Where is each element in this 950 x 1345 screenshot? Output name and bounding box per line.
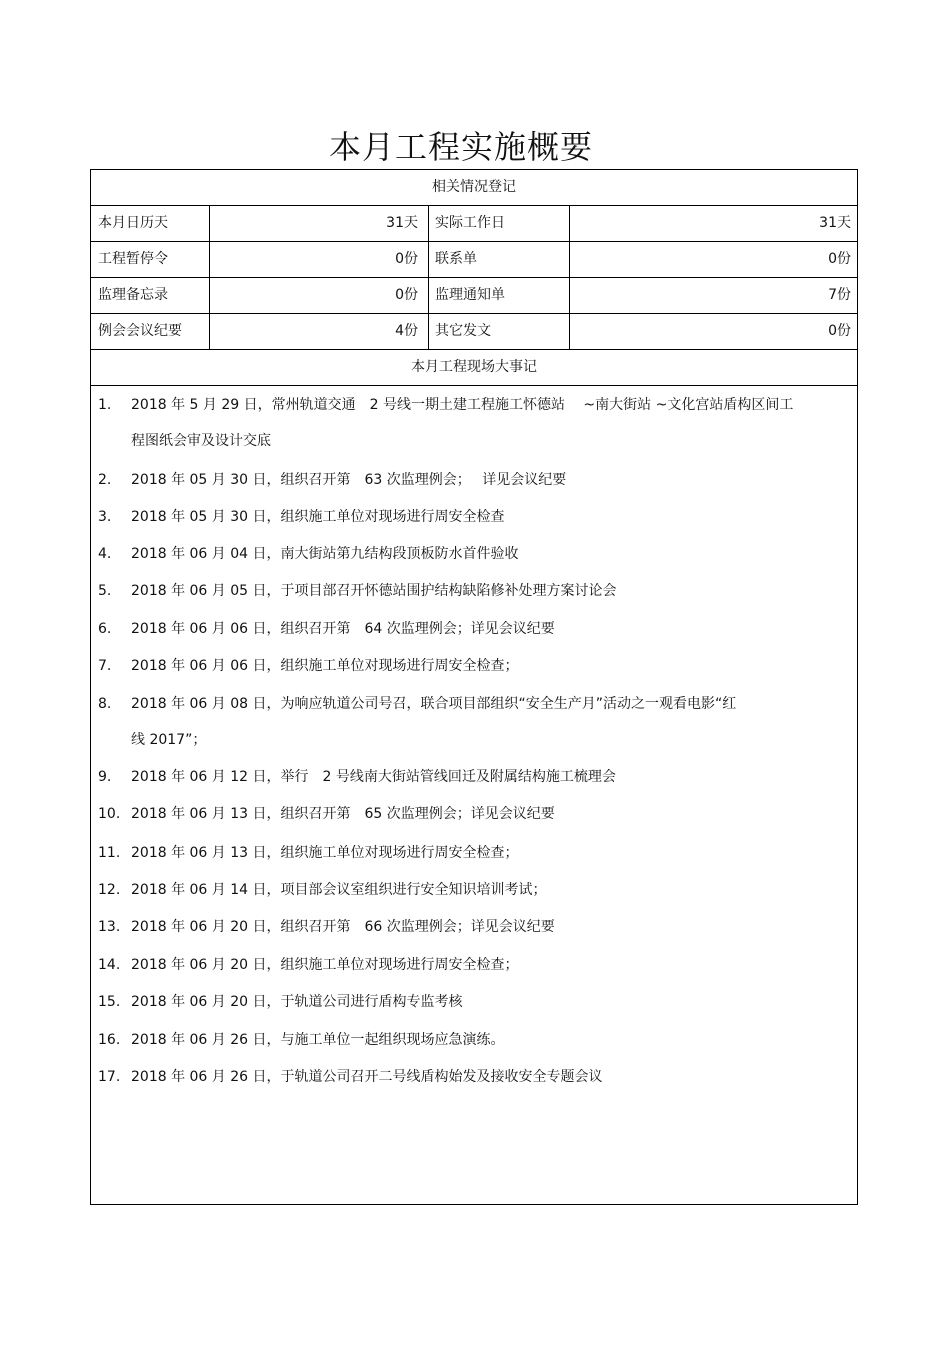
event-text-continued: 程图纸会审及设计交底 <box>131 433 271 449</box>
event-text: 2018 年 06 月 14 日，项目部会议室组织进行安全知识培训考试； <box>131 882 547 898</box>
events-header: 本月工程现场大事记 <box>91 350 857 386</box>
event-text: 2018 年 5 月 29 日，常州轨道交通 2 号线一期土建工程施工怀德站 ~南大街站 ~文化宫站盾构区间工 <box>131 397 794 413</box>
event-item <box>91 619 857 639</box>
event-number: 8. <box>98 696 112 712</box>
event-item <box>91 804 857 824</box>
event-number: 2. <box>98 472 112 488</box>
event-text: 2018 年 06 月 26 日，于轨道公司召开二号线盾构始发及接收安全专题会议 <box>131 1069 603 1085</box>
event-text-continued: 线 2017”； <box>131 732 207 748</box>
register-label: 联系单 <box>429 242 570 277</box>
register-value: 0份 <box>828 251 851 267</box>
event-number: 10. <box>98 806 121 822</box>
event-number: 4. <box>98 546 112 562</box>
event-text: 2018 年 06 月 26 日，与施工单位一起组织现场应急演练。 <box>131 1032 505 1048</box>
event-item <box>91 843 857 863</box>
register-header: 相关情况登记 <box>91 170 857 206</box>
event-number: 1. <box>98 397 112 413</box>
event-text: 2018 年 05 月 30 日，组织施工单位对现场进行周安全检查 <box>131 509 505 525</box>
event-item <box>91 767 857 787</box>
event-number: 13. <box>98 919 121 935</box>
event-item <box>91 917 857 937</box>
summary-sheet <box>90 169 858 1205</box>
event-item <box>91 544 857 564</box>
register-row <box>91 278 857 314</box>
event-item <box>91 992 857 1012</box>
event-text: 2018 年 06 月 06 日，组织施工单位对现场进行周安全检查； <box>131 658 519 674</box>
event-text: 2018 年 06 月 04 日，南大街站第九结构段顶板防水首件验收 <box>131 546 519 562</box>
event-text: 2018 年 06 月 12 日，举行 2 号线南大街站管线回迁及附属结构施工梳理会 <box>131 769 616 785</box>
register-label: 例会会议纪要 <box>91 314 210 349</box>
event-number: 9. <box>98 769 112 785</box>
event-number: 5. <box>98 583 112 599</box>
event-item <box>91 1067 857 1087</box>
register-label: 工程暂停令 <box>91 242 210 277</box>
register-value: 31天 <box>210 206 429 241</box>
event-text: 2018 年 06 月 20 日，组织召开第 66 次监理例会；详见会议纪要 <box>131 919 555 935</box>
event-number: 7. <box>98 658 112 674</box>
register-value: 0份 <box>210 278 429 313</box>
event-text: 2018 年 06 月 06 日，组织召开第 64 次监理例会；详见会议纪要 <box>131 621 555 637</box>
register-label: 监理通知单 <box>429 278 570 313</box>
event-item <box>91 1030 857 1050</box>
event-item-continuation <box>91 730 857 750</box>
register-value: 7份 <box>828 287 851 303</box>
event-number: 3. <box>98 509 112 525</box>
register-label: 实际工作日 <box>429 206 570 241</box>
page-title: 本月工程实施概要 <box>328 128 593 166</box>
events-list <box>91 386 857 1204</box>
event-number: 16. <box>98 1032 121 1048</box>
register-label: 其它发文 <box>429 314 570 349</box>
event-number: 11. <box>98 845 121 861</box>
event-item <box>91 955 857 975</box>
event-number: 12. <box>98 882 121 898</box>
event-item-continuation <box>91 431 857 451</box>
event-item <box>91 656 857 676</box>
register-value: 0份 <box>210 242 429 277</box>
event-number: 17. <box>98 1069 121 1085</box>
event-item <box>91 507 857 527</box>
event-item <box>91 395 857 415</box>
event-text: 2018 年 06 月 05 日，于项目部召开怀德站围护结构缺陷修补处理方案讨论会 <box>131 583 617 599</box>
register-row <box>91 206 857 242</box>
event-number: 14. <box>98 957 121 973</box>
event-text: 2018 年 06 月 20 日，于轨道公司进行盾构专监考核 <box>131 994 463 1010</box>
event-item <box>91 581 857 601</box>
event-text: 2018 年 06 月 13 日，组织施工单位对现场进行周安全检查； <box>131 845 519 861</box>
event-text: 2018 年 06 月 08 日，为响应轨道公司号召，联合项目部组织“安全生产月”活动之一观看电影“红 <box>131 696 737 712</box>
register-label: 监理备忘录 <box>91 278 210 313</box>
register-row <box>91 314 857 350</box>
event-number: 15. <box>98 994 121 1010</box>
event-item <box>91 694 857 714</box>
event-text: 2018 年 06 月 20 日，组织施工单位对现场进行周安全检查； <box>131 957 519 973</box>
event-text: 2018 年 06 月 13 日，组织召开第 65 次监理例会；详见会议纪要 <box>131 806 555 822</box>
event-text: 2018 年 05 月 30 日，组织召开第 63 次监理例会； 详见会议纪要 <box>131 472 567 488</box>
event-item <box>91 880 857 900</box>
register-value: 31天 <box>819 215 851 231</box>
register-value: 4份 <box>210 314 429 349</box>
register-row <box>91 242 857 278</box>
register-value: 0份 <box>828 323 851 339</box>
event-item <box>91 470 857 490</box>
event-number: 6. <box>98 621 112 637</box>
register-label: 本月日历天 <box>91 206 210 241</box>
